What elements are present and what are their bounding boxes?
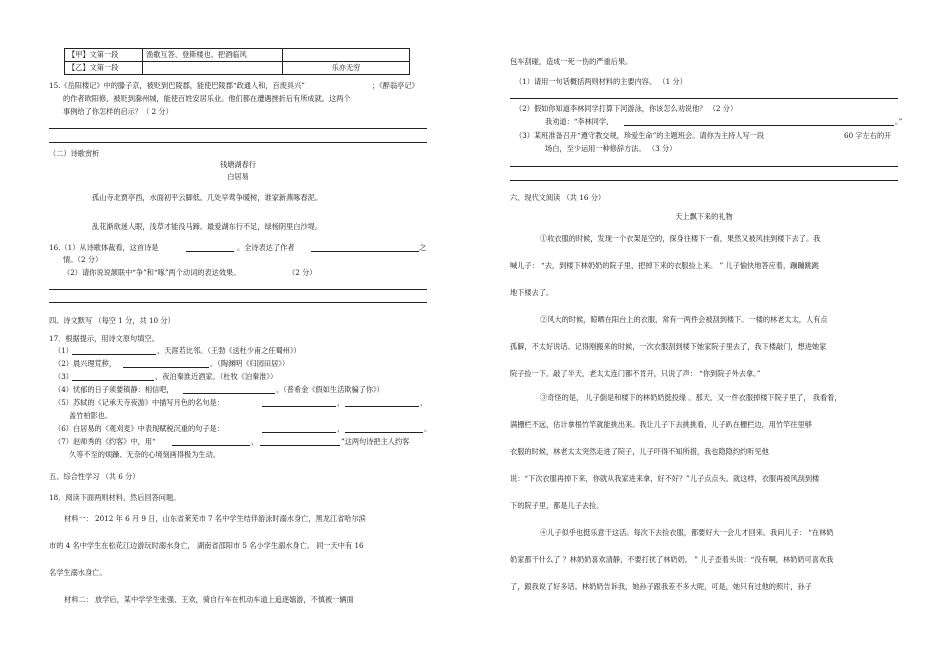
q15-line1b: ；《醉翁亭记》	[372, 81, 419, 90]
q18-part1: （1）请用一句话概括两则材料的主要内容。 （1 分）	[515, 77, 687, 86]
q16-part3: 之	[419, 243, 427, 252]
blank	[183, 393, 275, 394]
blank	[624, 125, 894, 126]
paragraph-4: ④儿子似乎也挺乐意干这活。每次下去捡衣服，都要好大一会儿才回来。我问儿子： “在林奶	[540, 528, 834, 537]
answer-line	[49, 289, 427, 290]
blank	[260, 445, 340, 446]
dictation-7d: 久等不至的烦躁、无奈的心境刻画得极为生动。	[69, 450, 220, 459]
poem-line-2: 乱花渐欲迷人眼，浅草才能没马蹄。最爱湖东行不足，绿杨阴里白沙堤。	[92, 222, 323, 231]
blank	[262, 432, 336, 433]
paragraph-1: 地下楼去了。	[510, 288, 554, 297]
dictation-4a: （4）忧郁的日子须要镇静：相信吧，	[54, 385, 174, 394]
paragraph-1: 喊儿子： “去，到楼下林奶奶的院子里，把掉下来的衣服捡上来。 ” 儿子愉快地答应着，蹦蹦跳跳	[510, 261, 819, 270]
paragraph-3: 说：“下次衣服再掉下来，你就从我家进来拿，好不好？”儿子点点头。就这样，衣服再被风刮到楼	[510, 474, 820, 483]
table-cell: 【甲】文第一段	[65, 49, 143, 62]
q16-part1: 16.（1）从诗歌体裁看，这首诗是	[49, 243, 159, 252]
table-cell: 乐亦无穷	[283, 62, 410, 75]
dictation-7c: ”这两句诗把主人约客	[341, 437, 410, 446]
dictation-6b: ，	[337, 424, 345, 433]
dictation-1a: （1）	[54, 346, 73, 355]
paragraph-3: 满栅栏不远，估计拿根竹竿就能挑出来。我让儿子下去挑挑看，儿子趴在栅栏边，用竹竿往里够	[510, 420, 812, 429]
q18-part2: （2）假如你知道李林同学打算下河游泳，你该怎么劝说他？ （2 分）	[515, 104, 738, 113]
section-poetry-title: （二）诗歌赏析	[49, 149, 100, 158]
table-row	[65, 49, 410, 62]
poem-author: 白居易	[227, 172, 249, 181]
answer-line	[49, 128, 427, 129]
blank	[123, 367, 209, 368]
table-cell	[143, 62, 283, 75]
paragraph-4: 了，跟我说了好多话。林奶奶告诉我，她孙子跟我差不多大呢，可是，她只有过他的照片，孙子	[510, 582, 812, 591]
blank	[186, 251, 234, 252]
q17-instruction: 17．根据提示，用诗文原句填空。	[49, 334, 159, 343]
blank	[345, 432, 423, 433]
dictation-3b: ，夜泊秦淮近酒家。（杜牧《泊秦淮》）	[155, 372, 278, 381]
q18-persuade: 我劝道：“李林同学，	[545, 117, 614, 126]
q18-instruction: 18．阅读下面两则材料，然后回答问题。	[49, 493, 181, 502]
paragraph-1: ①收衣服的时候，发现一个衣架是空的，探身往楼下一看，果然又被风挂到楼下去了。我	[540, 234, 821, 243]
right-line-1: 包车刮碰，造成一死一伤的严重后果。	[510, 57, 633, 66]
dictation-7a: （7）赵师秀的《约客》中，用“	[54, 437, 156, 446]
section-comprehensive-title: 五、综合性学习 （共 6 分）	[49, 472, 140, 481]
section-dictation-title: 四、诗文默写 （每空 1 分，共 10 分）	[49, 316, 175, 325]
blank	[311, 251, 419, 252]
paragraph-2: ②风大的时候，晾晒在阳台上的衣服，常有一两件会被刮到楼下。一楼的林老太太，人有点	[540, 315, 828, 324]
dictation-6a: （6）白居易的《观刈麦》中表现赋税沉重的句子是：	[54, 424, 224, 433]
material-1-line1: 材料一： 2012 年 6 月 9 日，山东省莱芜市 7 名中学生结伴游泳时溺水身亡，黑龙江省哈尔滨	[64, 514, 366, 523]
blank	[262, 406, 336, 407]
q15-line3: 事例给了你怎样的启示？（ 2 分）	[63, 107, 173, 116]
poem-title: 钱塘湖春行	[220, 160, 256, 169]
paragraph-4: 奶家都干什么了 ？林奶奶喜欢清静，不要打扰了林奶奶。 ” 儿子歪着头说：“没有啊，林奶奶可喜欢我	[510, 555, 834, 564]
answer-table	[64, 48, 410, 75]
dictation-6c: 。	[424, 424, 432, 433]
paragraph-3: ③奇怪的是， 儿子倒是和楼下的林奶奶挺投缘 。那天，又一件衣服掉楼下院子里了， 我看着，	[540, 393, 842, 402]
dictation-5b: ，	[337, 398, 345, 407]
answer-line	[510, 166, 898, 167]
paragraph-3: 下的院子里，都是儿子去捡。	[510, 501, 604, 510]
dictation-2b: 。（陶渊明《归园田居》）	[210, 359, 290, 368]
table-cell	[283, 49, 410, 62]
dictation-5c: ，	[420, 398, 428, 407]
paragraph-2: 孤僻，不太好说话。记得刚搬来的时候，一次衣服刮到楼下她家院子里去了，我下楼敲门，想进她家	[510, 342, 827, 351]
q15-line1: 15.《岳阳楼记》中的滕子京，被贬到巴陵郡，能使巴陵郡“政通人和，百废具兴”	[49, 81, 305, 90]
material-1-line2: 市的 4 名中学生在松花江边游玩时溺水身亡， 湖南省邵阳市 5 名小学生溺水身亡。 同一天中有 16	[49, 541, 364, 550]
material-1-line3: 名学生溺水身亡。	[49, 568, 107, 577]
q18-part3: （3）某班准备召开“遵守教交规，珍爱生命”的主题班会。请你为主持人写一段	[515, 131, 765, 140]
blank	[345, 406, 419, 407]
answer-line	[49, 142, 427, 143]
table-cell: 【乙】文第一段	[65, 62, 143, 75]
paragraph-2: 院子捡一下。敲了半天，老太太连门都不肯开，只说了声： “你到院子外去拿。”	[510, 369, 761, 378]
answer-line	[510, 180, 898, 181]
blank	[72, 380, 154, 381]
blank	[172, 445, 250, 446]
dictation-4b: 。（普希金《假如生活欺骗了你》）	[276, 385, 384, 394]
table-row	[65, 62, 410, 75]
q18-part3b: 60 字左右的开	[844, 131, 892, 140]
q16-part2: 。全诗表达了作者	[237, 243, 295, 252]
answer-line	[49, 302, 427, 303]
q18-persuade-end: 。”	[895, 117, 903, 126]
dictation-5a: （5）苏轼的《记承天寺夜游》中描写月色的名句是：	[54, 398, 224, 407]
q16-part4: 情。（2 分）	[63, 255, 103, 264]
dictation-3a: （3）	[54, 372, 73, 381]
paragraph-3: 衣服的时候，林老太太突然走进了院子，儿子吓得不知所措，我也隐隐约约听见他	[510, 447, 769, 456]
q15-line2: 的作者欧阳修，被贬到滁州城，能使百姓安居乐业。他们都在遭遇挫折后有所成就。这两个	[63, 94, 351, 103]
table-cell: 渔歌互答、登斯楼也、把酒临风	[143, 49, 283, 62]
dictation-2a: （2）晨兴理荒秽，	[54, 359, 117, 368]
dictation-5d: 盖竹柏影也。	[69, 411, 113, 420]
q18-part3c: 场白，至少运用一种修辞方法。 （3 分）	[545, 144, 677, 153]
q16-question2: （2）请你说说颔联中“争”和“啄”两个动词的表达效果。	[63, 268, 241, 277]
q16-points: （2 分）	[288, 268, 317, 277]
dictation-7b: ，	[251, 437, 259, 446]
article-title: 天上飘下来的礼物	[675, 212, 733, 221]
blank	[72, 354, 156, 355]
material-2-line1: 材料二： 放学后，某中学学生张强、王欢，骑自行车在机动车道上追逐嬉游，不慎被一辆面	[64, 595, 354, 604]
poem-line-1: 孤山寺北贾亭西，水面初平云脚低。几处早莺争暖树，谁家新燕啄春泥。	[92, 193, 323, 202]
section-modern-reading-title: 六、现代文阅读 （共 16 分）	[510, 193, 606, 202]
dictation-1b: ，天涯若比邻。（王勃《送杜少甫之任蜀州》）	[157, 346, 301, 355]
answer-line	[510, 98, 898, 99]
